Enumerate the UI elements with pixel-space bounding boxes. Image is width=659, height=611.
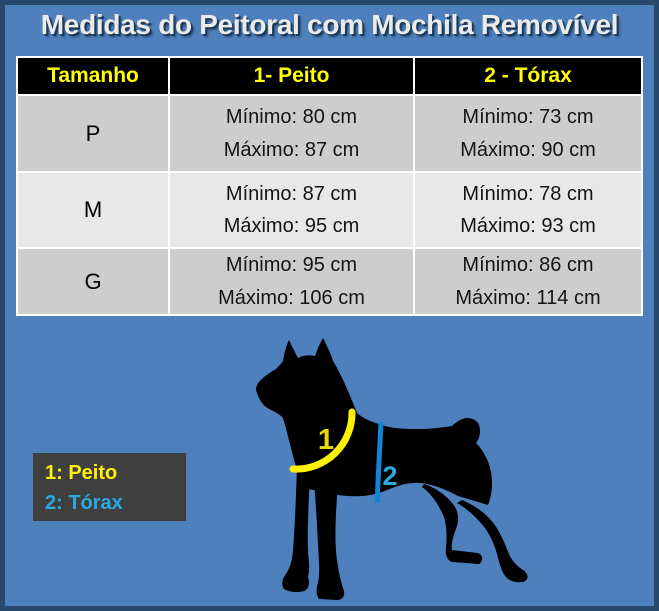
table-row-m-size: M xyxy=(18,173,168,247)
table-row-p-torax xyxy=(415,96,641,171)
table-row-g-size: G xyxy=(18,249,168,314)
table-row-m-peito xyxy=(170,173,413,247)
peito-min-value: Mínimo: 95 cm xyxy=(225,254,358,277)
sizes-table xyxy=(16,56,643,316)
table-row-g-peito xyxy=(170,249,413,314)
legend-item-torax: 2: Tórax xyxy=(45,492,123,514)
peito-max-value: Máximo: 106 cm xyxy=(218,286,365,309)
legend-box xyxy=(33,453,186,521)
torax-max-value: Máximo: 93 cm xyxy=(460,215,596,237)
peito-min-value: Mínimo: 80 cm xyxy=(225,106,358,129)
table-row-m-torax xyxy=(415,173,641,247)
legend-item-peito: 1: Peito xyxy=(45,462,118,484)
page-title: Medidas do Peitoral com Mochila Removível xyxy=(40,9,619,40)
torax-min-value: Mínimo: 73 cm xyxy=(462,106,594,129)
peito-max-value: Máximo: 95 cm xyxy=(223,215,360,237)
torax-max-value: Máximo: 90 cm xyxy=(460,138,596,161)
table-row-p-peito xyxy=(170,96,413,171)
table-row-p-size: P xyxy=(18,96,168,171)
col-header-peito: 1- Peito xyxy=(170,58,413,94)
table-row-g-torax xyxy=(415,249,641,314)
col-header-tamanho: Tamanho xyxy=(18,58,168,94)
torax-min-value: Mínimo: 86 cm xyxy=(462,254,594,277)
torax-marker-label: 2 xyxy=(382,461,398,491)
peito-max-value: Máximo: 87 cm xyxy=(223,138,360,161)
peito-marker-label: 1 xyxy=(317,424,335,456)
torax-max-value: Máximo: 114 cm xyxy=(455,286,601,309)
torax-min-value: Mínimo: 78 cm xyxy=(462,182,594,205)
peito-min-value: Mínimo: 87 cm xyxy=(225,182,358,205)
col-header-torax: 2 - Tórax xyxy=(415,58,641,94)
